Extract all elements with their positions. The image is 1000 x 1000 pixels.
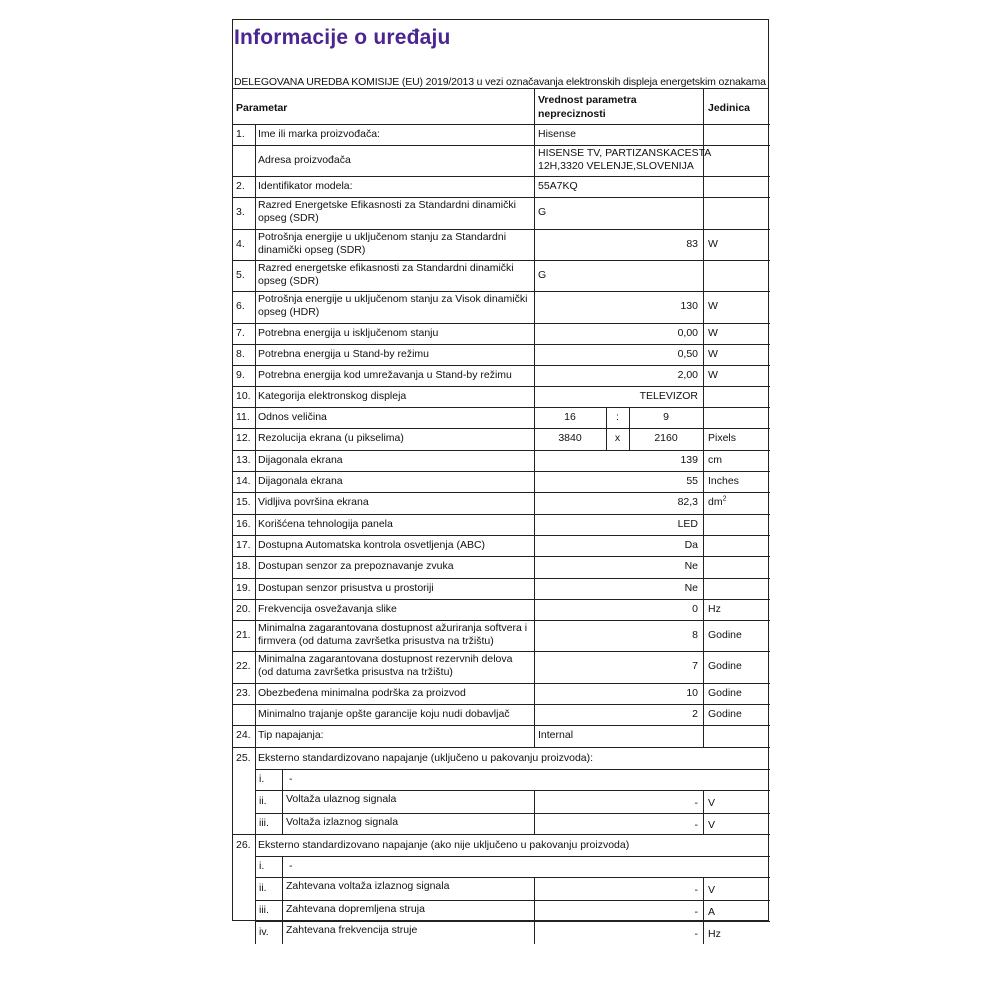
sub-label: Voltaža izlaznog signala — [286, 816, 399, 828]
parameter-value: LED — [677, 518, 698, 530]
row-number: 3. — [236, 206, 245, 218]
column-divider — [703, 291, 704, 323]
unit-value: Pixels — [708, 432, 737, 444]
row-divider — [233, 197, 770, 198]
parameter-label: Korišćena tehnologija panela — [258, 518, 393, 530]
row-divider — [233, 386, 770, 387]
sub-label: Zahtevana dopremljena struja — [286, 903, 425, 915]
column-divider — [255, 683, 256, 704]
unit-value: V — [708, 819, 716, 831]
column-divider — [703, 386, 704, 407]
column-divider — [255, 834, 256, 856]
column-divider — [534, 651, 535, 683]
value-a: 16 — [564, 411, 576, 423]
unit-value: $dm^2$ — [708, 495, 727, 508]
column-divider — [255, 921, 256, 944]
row-divider — [233, 683, 770, 684]
column-divider — [703, 471, 704, 492]
column-divider — [255, 790, 256, 813]
header-unit: Jedinica — [708, 102, 751, 114]
row-number: 24. — [236, 729, 251, 741]
column-divider — [255, 813, 256, 834]
parameter-label: Minimalna zagarantovana dostupnost rezervnih delova — [258, 653, 513, 665]
row-divider — [233, 556, 770, 557]
column-divider — [255, 344, 256, 365]
column-divider — [703, 124, 704, 145]
unit-value: Hz — [708, 603, 721, 615]
column-divider — [703, 790, 704, 813]
column-divider — [703, 260, 704, 291]
column-divider — [282, 921, 283, 944]
parameter-value: 12H,3320 VELENJE,SLOVENIJA — [538, 160, 694, 172]
column-divider — [255, 704, 256, 725]
parameter-value: 55 — [686, 475, 698, 487]
parameter-label: Potrebna energija u Stand-by režimu — [258, 348, 430, 360]
unit-superscript: 2 — [722, 495, 727, 503]
unit-value: Godine — [708, 687, 742, 699]
column-divider — [703, 323, 704, 344]
column-divider — [703, 176, 704, 197]
parameter-label: Identifikator modela: — [258, 180, 353, 192]
row-number: 5. — [236, 269, 245, 281]
unit-value: V — [708, 797, 716, 809]
roman-index: i. — [259, 860, 265, 872]
parameter-label: Potrošnja energije u uključenom stanju za Visok dinamički — [258, 293, 528, 305]
column-divider — [534, 683, 535, 704]
column-divider — [703, 725, 704, 747]
row-number: 20. — [236, 603, 251, 615]
column-divider — [534, 89, 535, 124]
sub-label: - — [289, 860, 293, 872]
parameter-value: 82,3 — [677, 496, 698, 508]
column-divider — [703, 492, 704, 514]
column-divider — [534, 704, 535, 725]
unit-value: Godine — [708, 629, 742, 641]
info-sheet — [232, 19, 769, 940]
unit-value: W — [708, 238, 718, 250]
unit-value: V — [708, 884, 716, 896]
column-divider — [255, 877, 256, 900]
column-divider — [282, 769, 283, 790]
unit-value: Godine — [708, 708, 742, 720]
column-divider — [703, 651, 704, 683]
unit-value: Hz — [708, 928, 721, 940]
parameter-value: TELEVIZOR — [639, 390, 698, 402]
column-divider — [534, 386, 535, 407]
row-divider — [233, 176, 770, 177]
header-value: Vrednost parametra — [538, 94, 637, 106]
column-divider — [534, 556, 535, 578]
parameter-value: 0 — [692, 603, 698, 615]
parameter-label: Odnos veličina — [258, 411, 327, 423]
column-divider — [703, 900, 704, 921]
value-b: 2160 — [654, 432, 678, 444]
parameter-value: G — [538, 269, 547, 281]
column-divider — [703, 578, 704, 599]
parameter-value: 7 — [692, 660, 698, 672]
parameter-label: Tip napajanja: — [258, 729, 324, 741]
column-divider — [703, 921, 704, 944]
column-divider — [703, 428, 704, 450]
parameter-value: 2 — [692, 708, 698, 720]
column-divider — [534, 620, 535, 651]
row-number: 13. — [236, 454, 251, 466]
column-divider — [703, 514, 704, 535]
row-number: 25. — [236, 752, 251, 764]
row-divider — [255, 769, 770, 770]
parameter-value: 2,00 — [677, 369, 698, 381]
row-number: 18. — [236, 560, 251, 572]
row-number: 9. — [236, 369, 245, 381]
header-value: nepreciznosti — [538, 108, 606, 120]
row-divider — [255, 813, 770, 814]
row-number: 7. — [236, 327, 245, 339]
column-divider — [534, 535, 535, 556]
column-divider — [534, 790, 535, 813]
parameter-label: Minimalno trajanje opšte garancije koju nudi dobavljač — [258, 708, 510, 720]
row-divider — [233, 535, 770, 536]
parameter-value: 8 — [692, 629, 698, 641]
parameter-label: Obezbeđena minimalna podrška za proizvod — [258, 687, 466, 699]
sub-value: - — [694, 884, 698, 896]
row-divider — [233, 599, 770, 600]
row-divider — [233, 260, 770, 261]
row-divider — [233, 651, 770, 652]
regulation-subtitle: DELEGOVANA UREDBA KOMISIJE (EU) 2019/2013 u vezi označavanja elektronskih displeja energetskim oznakama — [234, 76, 766, 88]
row-divider — [233, 471, 770, 472]
unit-value: Inches — [708, 475, 739, 487]
sub-value: - — [694, 797, 698, 809]
sub-value: - — [694, 819, 698, 831]
parameter-label: Kategorija elektronskog displeja — [258, 390, 407, 402]
parameter-value: 0,00 — [677, 327, 698, 339]
header-parameter: Parametar — [236, 102, 288, 114]
parameter-value: Ne — [684, 582, 698, 594]
parameter-label: dinamički opseg (SDR) — [258, 244, 366, 256]
row-number: 23. — [236, 687, 251, 699]
row-divider — [255, 790, 770, 791]
column-divider — [255, 386, 256, 407]
divider — [233, 88, 768, 89]
section-title: Eksterno standardizovano napajanje (uključeno u pakovanju proizvoda): — [258, 752, 594, 764]
column-divider — [282, 790, 283, 813]
column-divider — [534, 260, 535, 291]
row-divider — [255, 856, 770, 857]
row-number: 19. — [236, 582, 251, 594]
column-divider — [703, 683, 704, 704]
column-divider — [255, 260, 256, 291]
parameter-label: Potrebna energija u isključenom stanju — [258, 327, 439, 339]
parameter-label: firmvera (od datuma završetka prisustva na tržištu) — [258, 635, 494, 647]
row-divider — [233, 834, 770, 835]
column-divider — [703, 450, 704, 471]
parameter-value: 83 — [686, 238, 698, 250]
parameter-value: Internal — [538, 729, 574, 741]
parameter-label: Dostupna Automatska kontrola osvetljenja (ABC) — [258, 539, 486, 551]
parameter-label: opseg (SDR) — [258, 275, 319, 287]
parameter-label: Vidljiva površina ekrana — [258, 496, 369, 508]
page-title: Informacije o uređaju — [234, 26, 451, 49]
section-title: Eksterno standardizovano napajanje (ako nije uključeno u pakovanju proizvoda) — [258, 839, 630, 851]
column-divider — [534, 578, 535, 599]
row-divider — [233, 344, 770, 345]
parameter-value: 55A7KQ — [538, 180, 578, 192]
column-divider — [255, 407, 256, 428]
column-divider — [534, 197, 535, 229]
column-divider — [534, 725, 535, 747]
row-divider — [233, 407, 770, 408]
column-divider — [703, 89, 704, 124]
parameter-value: Hisense — [538, 128, 576, 140]
roman-index: ii. — [259, 882, 267, 894]
row-divider — [233, 365, 770, 366]
row-number: 26. — [236, 839, 251, 851]
parameter-label: Dijagonala ekrana — [258, 475, 343, 487]
column-divider — [282, 856, 283, 877]
column-divider — [255, 856, 256, 877]
parameter-label: Dostupan senzor za prepoznavanje zvuka — [258, 560, 454, 572]
parameter-value: G — [538, 206, 547, 218]
value-b: 9 — [663, 411, 669, 423]
column-divider — [255, 514, 256, 535]
parameter-label: Dostupan senzor prisustva u prostoriji — [258, 582, 434, 594]
row-number: 6. — [236, 300, 245, 312]
sub-value: - — [694, 906, 698, 918]
row-divider — [233, 747, 770, 748]
row-divider — [233, 725, 770, 726]
row-divider — [233, 578, 770, 579]
column-divider — [255, 145, 256, 176]
parameter-value: 0,50 — [677, 348, 698, 360]
parameter-label: Dijagonala ekrana — [258, 454, 343, 466]
column-divider — [534, 813, 535, 834]
parameter-value: HISENSE TV, PARTIZANSKACESTA — [538, 147, 712, 159]
column-divider — [255, 599, 256, 620]
column-divider — [534, 229, 535, 260]
parameter-label: Razred energetske efikasnosti za Standardni dinamički — [258, 262, 514, 274]
row-divider — [233, 145, 770, 146]
unit-value: A — [708, 906, 716, 918]
parameter-label: Razred Energetske Efikasnosti za Standardni dinamički — [258, 199, 516, 211]
row-number: 2. — [236, 180, 245, 192]
parameter-label: Frekvencija osvežavanja slike — [258, 603, 397, 615]
column-divider — [703, 599, 704, 620]
row-divider — [233, 124, 770, 125]
column-divider — [255, 291, 256, 323]
row-number: 15. — [236, 496, 251, 508]
column-divider — [255, 556, 256, 578]
column-divider — [534, 145, 535, 176]
unit-value: W — [708, 348, 718, 360]
column-divider — [255, 725, 256, 747]
column-divider — [282, 900, 283, 921]
column-divider — [534, 900, 535, 921]
parameter-label: opseg (HDR) — [258, 306, 320, 318]
parameter-label: (od datuma završetka prisustva na tržištu) — [258, 666, 453, 678]
row-divider — [255, 921, 770, 922]
roman-index: iv. — [259, 926, 269, 938]
unit-value: W — [708, 327, 718, 339]
column-divider — [255, 769, 256, 790]
parameter-label: Rezolucija ekrana (u pikselima) — [258, 432, 404, 444]
row-number: 12. — [236, 432, 251, 444]
column-divider — [282, 813, 283, 834]
column-divider — [534, 323, 535, 344]
row-number: 14. — [236, 475, 251, 487]
unit-value: W — [708, 369, 718, 381]
parameter-value: Ne — [684, 560, 698, 572]
parameter-value: 139 — [680, 454, 698, 466]
row-number: 16. — [236, 518, 251, 530]
column-divider — [255, 229, 256, 260]
column-divider — [703, 620, 704, 651]
row-divider — [233, 450, 770, 451]
column-divider — [534, 344, 535, 365]
parameter-label: Adresa proizvođača — [258, 154, 351, 166]
column-divider — [255, 492, 256, 514]
parameter-value: 130 — [680, 300, 698, 312]
column-divider — [703, 344, 704, 365]
row-divider — [233, 428, 770, 429]
column-divider — [282, 877, 283, 900]
column-divider — [255, 450, 256, 471]
column-divider — [255, 651, 256, 683]
column-divider — [255, 428, 256, 450]
column-divider — [534, 176, 535, 197]
column-divider — [255, 620, 256, 651]
sub-label: - — [289, 773, 293, 785]
value-a: 3840 — [558, 432, 582, 444]
row-number: 21. — [236, 629, 251, 641]
parameter-label: Potrebna energija kod umrežavanja u Stand-by režimu — [258, 369, 512, 381]
row-divider — [233, 291, 770, 292]
sub-label: Zahtevana voltaža izlaznog signala — [286, 880, 450, 892]
sub-label: Voltaža ulaznog signala — [286, 793, 397, 805]
row-divider — [233, 229, 770, 230]
parameter-label: Ime ili marka proizvođača: — [258, 128, 380, 140]
row-number: 8. — [236, 348, 245, 360]
column-divider — [534, 365, 535, 386]
column-divider — [534, 514, 535, 535]
column-divider — [255, 471, 256, 492]
row-number: 22. — [236, 660, 251, 672]
column-divider — [255, 124, 256, 145]
column-divider — [703, 229, 704, 260]
column-divider — [703, 556, 704, 578]
unit-value: W — [708, 300, 718, 312]
row-number: 11. — [236, 411, 250, 423]
row-divider — [255, 900, 770, 901]
row-number: 1. — [236, 128, 245, 140]
column-divider — [703, 704, 704, 725]
column-divider — [255, 900, 256, 921]
column-divider — [534, 921, 535, 944]
column-divider — [255, 747, 256, 769]
row-divider — [233, 620, 770, 621]
row-divider — [233, 492, 770, 493]
column-divider — [703, 197, 704, 229]
row-number: 17. — [236, 539, 251, 551]
unit-value: cm — [708, 454, 722, 466]
column-divider — [255, 197, 256, 229]
value-separator: : — [616, 411, 619, 423]
column-divider — [255, 578, 256, 599]
row-number: 4. — [236, 238, 245, 250]
parameter-label: Potrošnja energije u uključenom stanju za Standardni — [258, 231, 507, 243]
row-number: 10. — [236, 390, 251, 402]
column-divider — [255, 176, 256, 197]
row-divider — [255, 877, 770, 878]
column-divider — [703, 535, 704, 556]
sub-value: - — [694, 928, 698, 940]
roman-index: ii. — [259, 795, 267, 807]
parameter-label: opseg (SDR) — [258, 212, 319, 224]
value-separator: x — [614, 432, 621, 444]
sub-label: Zahtevana frekvencija struje — [286, 924, 418, 936]
parameter-value: 10 — [686, 687, 698, 699]
roman-index: iii. — [259, 904, 269, 916]
column-divider — [534, 124, 535, 145]
column-divider — [534, 492, 535, 514]
column-divider — [703, 407, 704, 428]
column-divider — [534, 471, 535, 492]
row-divider — [233, 323, 770, 324]
parameter-value: Da — [684, 539, 698, 551]
column-divider — [534, 450, 535, 471]
column-divider — [255, 535, 256, 556]
column-divider — [534, 599, 535, 620]
row-divider — [233, 704, 770, 705]
parameter-label: Minimalna zagarantovana dostupnost ažuriranja softvera i — [258, 622, 528, 634]
column-divider — [703, 877, 704, 900]
roman-index: i. — [259, 773, 265, 785]
column-divider — [703, 813, 704, 834]
column-divider — [534, 291, 535, 323]
unit-value: Godine — [708, 660, 742, 672]
column-divider — [534, 877, 535, 900]
row-divider — [233, 514, 770, 515]
column-divider — [703, 365, 704, 386]
column-divider — [255, 323, 256, 344]
roman-index: iii. — [259, 817, 269, 829]
column-divider — [255, 365, 256, 386]
